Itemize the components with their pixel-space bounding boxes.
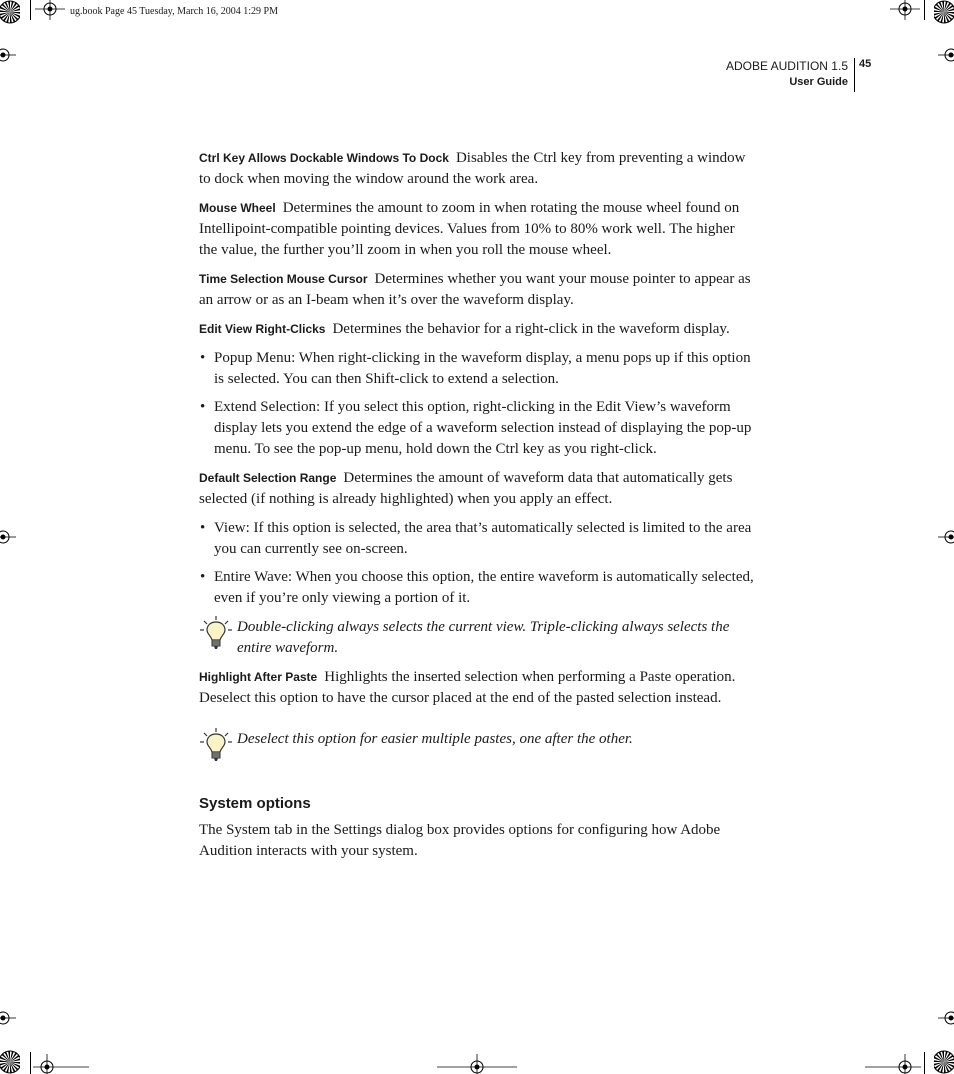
registration-mark-icon [938, 524, 954, 550]
product-name: ADOBE AUDITION 1.5 [725, 59, 848, 73]
tip-text: Deselect this option for easier multiple pastes, one after the other. [237, 731, 633, 747]
bullet-icon: • [200, 350, 206, 366]
bullet-icon: • [200, 520, 206, 536]
bullet-icon: • [200, 399, 206, 415]
crop-line [30, 0, 31, 20]
list-item [199, 567, 755, 609]
registration-mark-icon [0, 42, 16, 68]
guide-name: User Guide [789, 76, 848, 88]
registration-mark-icon [890, 0, 920, 20]
list-item-text: Entire Wave: When you choose this option, the entire waveform is automatically selected, even if you’re only viewing a portion of it. [214, 569, 754, 606]
list-item [199, 518, 755, 560]
registration-mark-icon [938, 1005, 954, 1031]
option-description: Determines the behavior for a right-click in the waveform display. [332, 321, 730, 337]
option-default-selection [199, 468, 755, 510]
page-number: 45 [859, 58, 872, 70]
lightbulb-icon [199, 729, 237, 763]
registration-mark-icon [35, 0, 65, 20]
default-selection-bullet-list [199, 518, 755, 609]
option-term: Highlight After Paste [199, 670, 318, 684]
registration-mark-icon [865, 1054, 921, 1074]
option-description: Highlights the inserted selection when performing a Paste operation. Deselect this option to have the cursor placed at the end of the pasted selection instead. [199, 669, 736, 706]
option-description: Determines the amount to zoom in when rotating the mouse wheel found on Intellipoint-compatible pointing devices. Values from 10% to 80% work well. The higher the value, the further you’ll zoom in when you roll the mouse wheel. [199, 200, 740, 258]
tip-note [199, 617, 755, 659]
option-term: Mouse Wheel [199, 201, 276, 215]
slug-line: ug.book Page 45 Tuesday, March 16, 2004 1:29 PM [70, 6, 278, 17]
list-item-text: View: If this option is selected, the area that’s automatically selected is limited to the area you can currently see on-screen. [214, 520, 752, 557]
option-term: Time Selection Mouse Cursor [199, 272, 368, 286]
starburst-mark-icon [934, 0, 954, 24]
crop-line [30, 1052, 31, 1074]
section-heading: System options [199, 795, 311, 812]
registration-mark-icon [437, 1054, 517, 1074]
crop-line [924, 1052, 925, 1074]
registration-mark-icon [0, 524, 16, 550]
registration-mark-icon [0, 1005, 16, 1031]
option-term: Default Selection Range [199, 471, 337, 485]
list-item [199, 397, 755, 460]
crop-line [924, 0, 925, 20]
option-description: Determines whether you want your mouse pointer to appear as an arrow or as an I-beam when it’s over the waveform display. [199, 271, 751, 308]
option-mouse-wheel [199, 198, 755, 261]
option-description: Disables the Ctrl key from preventing a window to dock when moving the window around the work area. [199, 150, 746, 187]
tip-text: Double-clicking always selects the current view. Triple-clicking always selects the entire waveform. [237, 619, 730, 656]
starburst-mark-icon [934, 1050, 954, 1074]
registration-mark-icon [33, 1054, 89, 1074]
list-item [199, 348, 755, 390]
registration-mark-icon [938, 42, 954, 68]
option-time-selection [199, 269, 755, 311]
list-item-text: Extend Selection: If you select this option, right-clicking in the Edit View’s waveform display lets you extend the edge of a waveform selection instead of displaying the pop-up menu. To see the pop-up menu, hold down the Ctrl key as you right-click. [214, 399, 752, 457]
option-edit-view [199, 319, 755, 340]
option-description: Determines the amount of waveform data that automatically gets selected (if nothing is already highlighted) when you apply an effect. [199, 470, 733, 507]
main-content [199, 148, 755, 870]
option-highlight-after-paste [199, 667, 755, 709]
running-header [726, 58, 848, 90]
option-ctrl-key [199, 148, 755, 190]
option-term: Ctrl Key Allows Dockable Windows To Dock [199, 151, 449, 165]
edit-view-bullet-list [199, 348, 755, 460]
list-item-text: Popup Menu: When right-clicking in the waveform display, a menu pops up if this option is selected. You can then Shift-click to extend a selection. [214, 350, 751, 387]
header-divider [854, 58, 855, 92]
starburst-mark-icon [0, 1050, 20, 1074]
section-body: The System tab in the Settings dialog box provides options for configuring how Adobe Audition interacts with your system. [199, 822, 721, 859]
option-term: Edit View Right-Clicks [199, 322, 326, 336]
lightbulb-icon [199, 617, 237, 659]
bullet-icon: • [200, 569, 206, 585]
tip-note [199, 729, 755, 763]
starburst-mark-icon [0, 0, 20, 24]
